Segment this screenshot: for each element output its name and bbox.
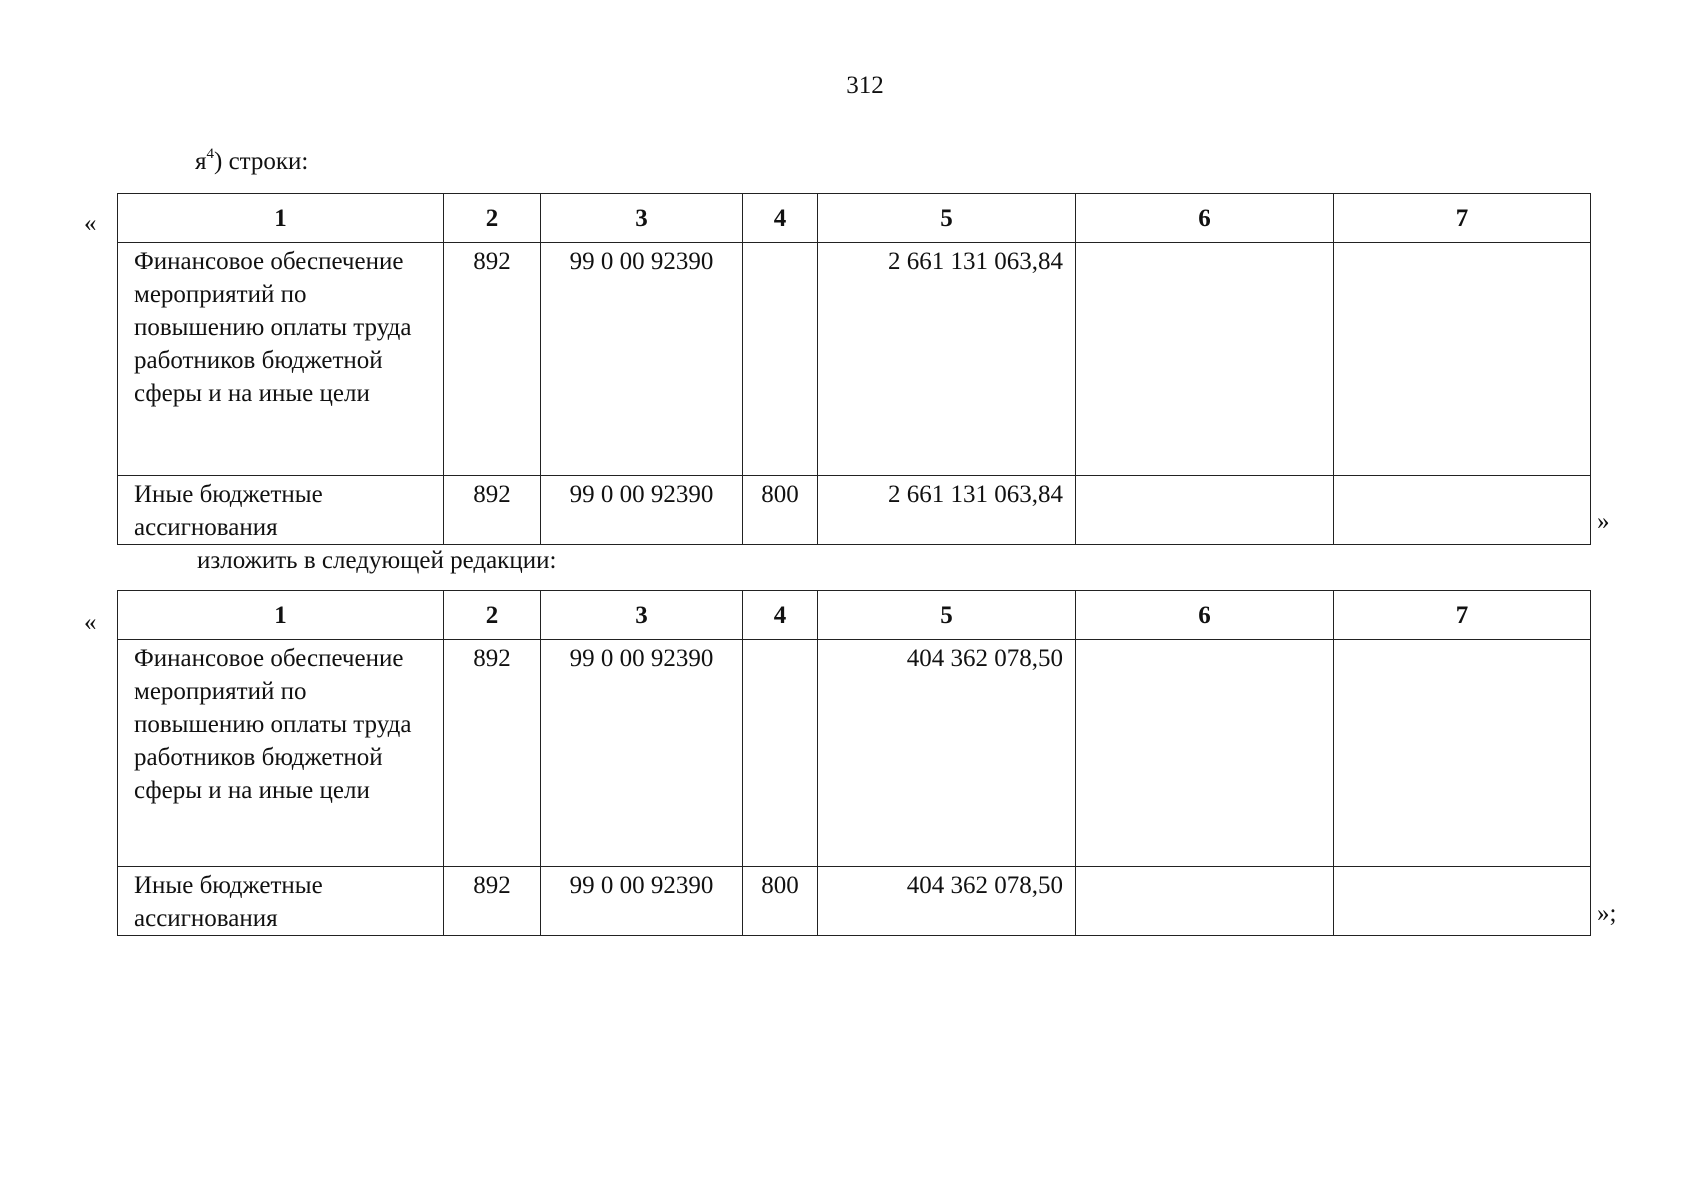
table-new xyxy=(117,590,1591,936)
cell-name: Иные бюджетные ассигнования xyxy=(118,867,444,936)
column-header: 1 xyxy=(118,194,444,243)
column-header: 6 xyxy=(1076,194,1334,243)
cell-name: Финансовое обеспечение мероприятий по повышению оплаты труда работников бюджетной сферы и на иные цели xyxy=(118,640,444,867)
page-number: 312 xyxy=(846,72,884,99)
column-header: 7 xyxy=(1334,591,1591,640)
cell-name: Иные бюджетные ассигнования xyxy=(118,476,444,545)
cell-amount: 2 661 131 063,84 xyxy=(818,243,1076,476)
cell-code: 892 xyxy=(444,476,541,545)
column-header: 3 xyxy=(541,591,743,640)
quote-close-2: »; xyxy=(1597,900,1617,927)
table-header-row xyxy=(118,591,1591,640)
quote-open-1: « xyxy=(84,210,97,237)
table-row xyxy=(118,640,1591,867)
column-header: 4 xyxy=(743,591,818,640)
column-header: 6 xyxy=(1076,591,1334,640)
intro-prefix: я xyxy=(195,148,207,175)
cell-col6 xyxy=(1076,867,1334,936)
table-old xyxy=(117,193,1591,545)
table-row xyxy=(118,867,1591,936)
cell-target: 99 0 00 92390 xyxy=(541,476,743,545)
middle-text: изложить в следующей редакции: xyxy=(197,547,557,574)
column-header: 5 xyxy=(818,194,1076,243)
cell-code: 892 xyxy=(444,867,541,936)
intro-superscript: 4 xyxy=(206,146,214,162)
cell-type: 800 xyxy=(743,867,818,936)
cell-type xyxy=(743,640,818,867)
cell-col6 xyxy=(1076,476,1334,545)
cell-type: 800 xyxy=(743,476,818,545)
column-header: 4 xyxy=(743,194,818,243)
table-row xyxy=(118,476,1591,545)
cell-col6 xyxy=(1076,640,1334,867)
intro-text xyxy=(195,146,308,176)
cell-code: 892 xyxy=(444,243,541,476)
cell-amount: 2 661 131 063,84 xyxy=(818,476,1076,545)
cell-col6 xyxy=(1076,243,1334,476)
table-header-row xyxy=(118,194,1591,243)
cell-col7 xyxy=(1334,640,1591,867)
cell-amount: 404 362 078,50 xyxy=(818,640,1076,867)
cell-col7 xyxy=(1334,476,1591,545)
column-header: 1 xyxy=(118,591,444,640)
column-header: 7 xyxy=(1334,194,1591,243)
cell-col7 xyxy=(1334,867,1591,936)
cell-target: 99 0 00 92390 xyxy=(541,243,743,476)
cell-target: 99 0 00 92390 xyxy=(541,640,743,867)
column-header: 5 xyxy=(818,591,1076,640)
quote-close-1: » xyxy=(1597,508,1610,535)
column-header: 2 xyxy=(444,591,541,640)
intro-suffix: ) строки: xyxy=(214,148,309,175)
cell-target: 99 0 00 92390 xyxy=(541,867,743,936)
table-row xyxy=(118,243,1591,476)
cell-type xyxy=(743,243,818,476)
quote-open-2: « xyxy=(84,609,97,636)
column-header: 3 xyxy=(541,194,743,243)
cell-amount: 404 362 078,50 xyxy=(818,867,1076,936)
cell-name: Финансовое обеспечение мероприятий по повышению оплаты труда работников бюджетной сферы и на иные цели xyxy=(118,243,444,476)
column-header: 2 xyxy=(444,194,541,243)
cell-col7 xyxy=(1334,243,1591,476)
cell-code: 892 xyxy=(444,640,541,867)
